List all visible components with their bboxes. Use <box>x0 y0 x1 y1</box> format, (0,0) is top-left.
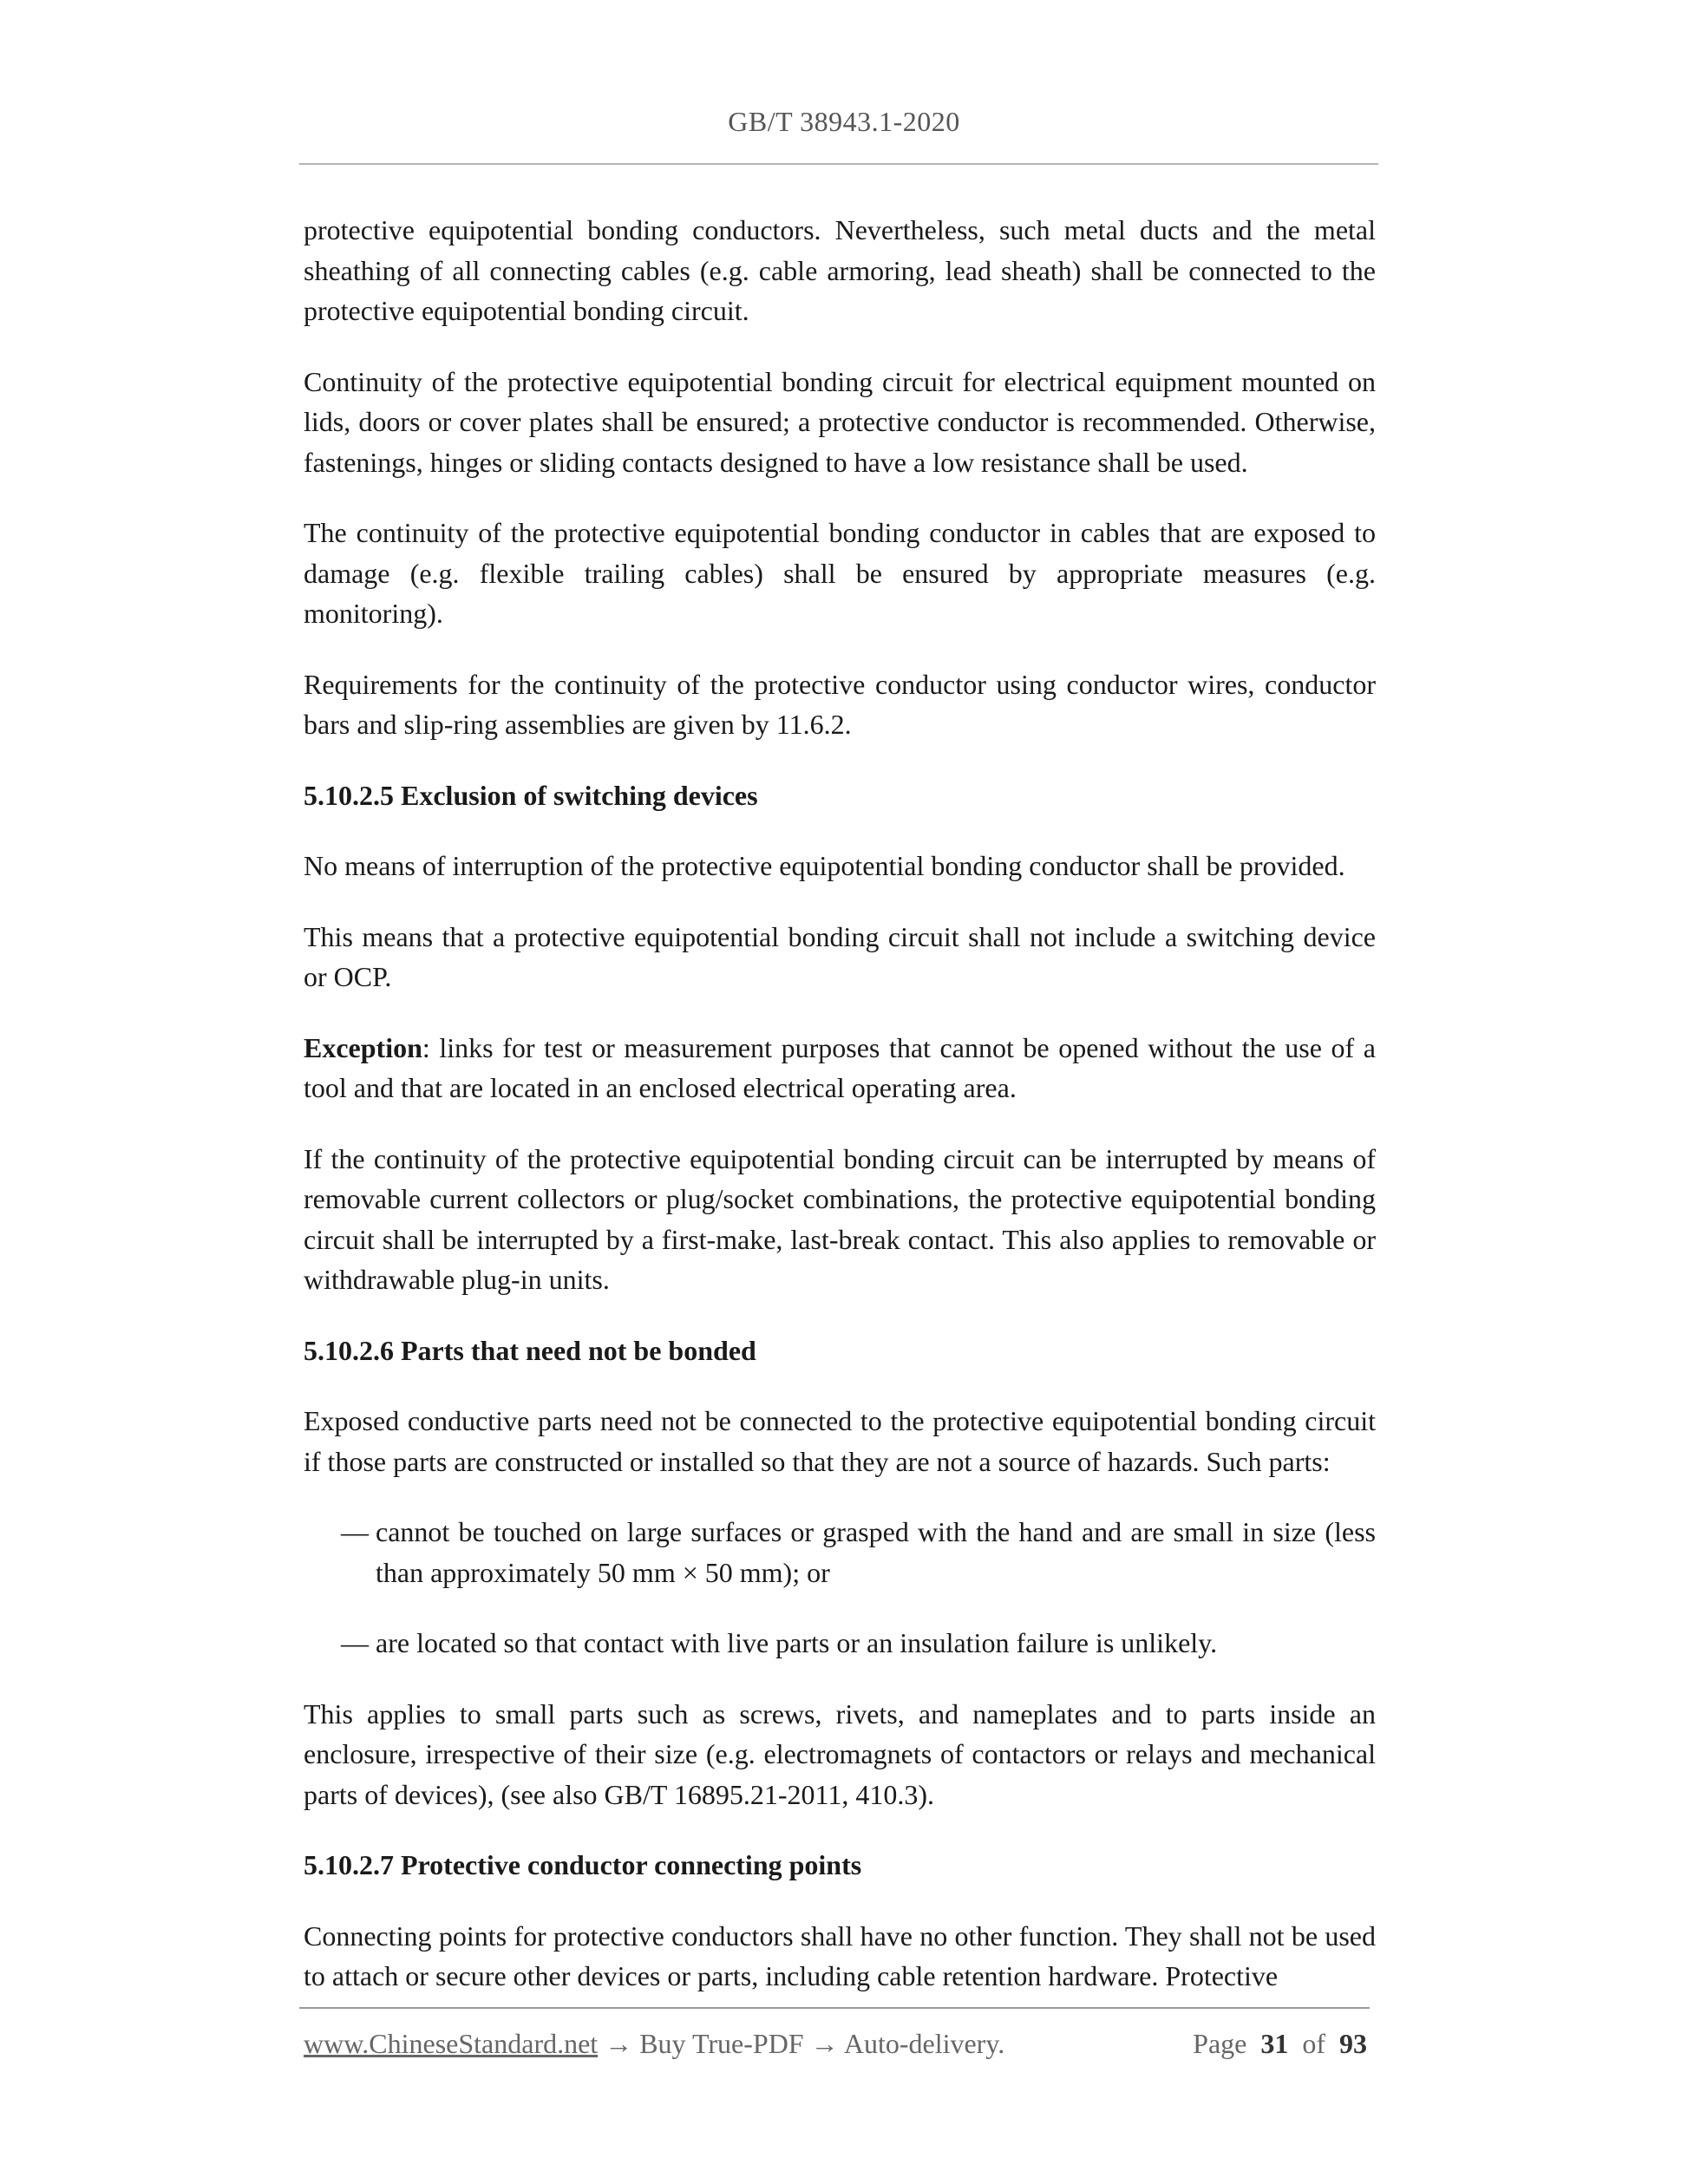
paragraph: Connecting points for protective conductors shall have no other function. They shall not be used to attach or secure other devices or parts, including cable retention hardware. Protective <box>304 1919 1376 1991</box>
current-page: 31 <box>1260 2028 1289 2059</box>
website-link[interactable]: www.ChineseStandard.net <box>304 2028 599 2059</box>
paragraph: This applies to small parts such as screws, rivets, and nameplates and to parts inside an enclosure, irrespective of their size (e.g. electromagnets of contactors or relays and mechanical parts of devices), (see also GB/T 16895.21-2011, 410.3). <box>304 1697 1376 1810</box>
exception-text: : links for test or measurement purposes that cannot be opened without the use of a tool and that are located in an enclosed electrical operating area. <box>304 1031 1376 1103</box>
footer-divider <box>299 2007 1370 2009</box>
document-body <box>304 210 1376 2027</box>
page-label: Page <box>1193 2028 1247 2059</box>
paragraph: Requirements for the continuity of the protective conductor using conductor wires, conductor bars and slip-ring assemblies are given by 11.6.2. <box>304 668 1376 740</box>
list-item <box>304 1512 1376 1592</box>
footer-promo-text: → Buy True-PDF → Auto-delivery. <box>598 2028 1005 2059</box>
paragraph: The continuity of the protective equipotential bonding conductor in cables that are exposed to damage (e.g. flexible trailing cables) shall be ensured by appropriate measures (e.g. monitoring). <box>304 517 1376 629</box>
paragraph: This means that a protective equipotential bonding circuit shall not include a switching device or OCP. <box>304 920 1376 992</box>
header-divider <box>299 163 1378 165</box>
list-item-text: are located so that contact with live parts or an insulation failure is unlikely. <box>376 1627 1218 1658</box>
section-heading-5-10-2-6: 5.10.2.6 Parts that need not be bonded <box>304 1334 756 1366</box>
paragraph: protective equipotential bonding conductors. Nevertheless, such metal ducts and the metal sheathing of all connecting cables (e.g. cable armoring, lead sheath) shall be connected to the protective equipotential bonding circuit. <box>304 214 1376 326</box>
footer-promo <box>304 2028 1004 2060</box>
page-number <box>1193 2028 1367 2060</box>
exception-paragraph <box>304 1028 1376 1108</box>
list-item-text: cannot be touched on large surfaces or grasped with the hand and are small in size (less than approximately 50 mm × 50 mm); or <box>376 1516 1376 1588</box>
section-heading-5-10-2-7: 5.10.2.7 Protective conductor connecting points <box>304 1849 862 1880</box>
page-of-label: of <box>1302 2028 1325 2059</box>
paragraph: Exposed conductive parts need not be connected to the protective equipotential bonding circuit if those parts are constructed or installed so that they are not a source of hazards. Such parts: <box>304 1405 1376 1477</box>
list-dash: — <box>341 1516 369 1547</box>
paragraph: No means of interruption of the protective equipotential bonding conductor shall be provided. <box>304 850 1345 881</box>
list-item <box>304 1623 1376 1664</box>
page-header-title: GB/T 38943.1-2020 <box>728 106 960 137</box>
section-heading-5-10-2-5: 5.10.2.5 Exclusion of switching devices <box>304 779 758 811</box>
exception-label: Exception <box>304 1031 422 1063</box>
paragraph: Continuity of the protective equipotential bonding circuit for electrical equipment mounted on lids, doors or cover plates shall be ensured; a protective conductor is recommended. Otherwise, fastenings, hinges or sliding contacts designed to have a low resistance shall be used. <box>304 365 1376 478</box>
total-pages: 93 <box>1339 2028 1367 2059</box>
paragraph: If the continuity of the protective equipotential bonding circuit can be interrupted by means of removable current collectors or plug/socket combinations, the protective equipotential bonding circuit shall be interrupted by a first-make, last-break contact. This also applies to removable or withdrawable plug-in units. <box>304 1142 1376 1295</box>
page-footer <box>304 2028 1367 2066</box>
list-dash: — <box>341 1627 369 1658</box>
